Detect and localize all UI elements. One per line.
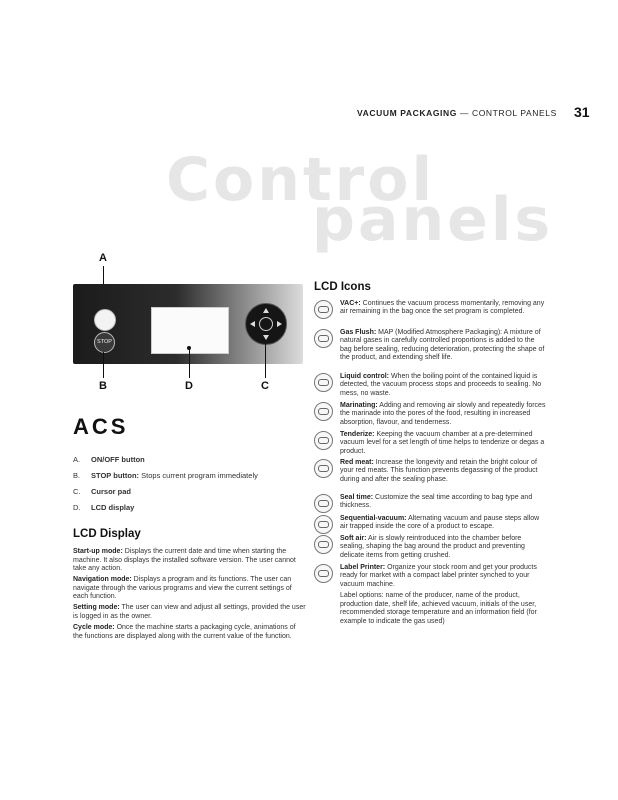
arrow-left-icon xyxy=(250,321,255,327)
marinating-icon xyxy=(314,402,333,421)
label-printer-icon xyxy=(314,564,333,583)
leader-line-d xyxy=(189,348,190,378)
gas-flush-icon xyxy=(314,329,333,348)
panel-label-d: D xyxy=(185,380,193,392)
sequential-vacuum-icon xyxy=(314,515,333,534)
paragraph-navigation-mode: Navigation mode: Displays a program and its functions. The user can navigate through the various programs and view the current settings of each function. xyxy=(73,576,292,601)
paragraph-setting-mode: Setting mode: The user can view and adjust all settings, provided the user is logged in as the owner. xyxy=(73,604,306,620)
header-section-bold: VACUUM PACKAGING xyxy=(357,108,457,118)
leader-line-c xyxy=(265,344,266,378)
header-section-rest: — CONTROL PANELS xyxy=(456,108,557,118)
legend-item-d: D. LCD display xyxy=(73,503,135,512)
paragraph-cycle-mode: Cycle mode: Once the machine starts a packaging cycle, animations of the functions are displayed along with the current value of the function. xyxy=(73,624,296,640)
arrow-up-icon xyxy=(263,308,269,313)
leader-line-b xyxy=(103,352,104,378)
tenderize-icon xyxy=(314,431,333,450)
paragraph-startup-mode: Start-up mode: Displays the current date and time when starting the machine. It also displays the installed software version. The user cannot take any action. xyxy=(73,548,296,573)
panel-label-c: C xyxy=(261,380,269,392)
arrow-down-icon xyxy=(263,335,269,340)
lcd-display-heading: LCD Display xyxy=(73,528,141,540)
seal-time-icon xyxy=(314,494,333,513)
panel-label-b: B xyxy=(99,380,107,392)
background-title-line1: Control xyxy=(166,145,436,215)
liquid-control-icon xyxy=(314,373,333,392)
enter-icon xyxy=(259,317,273,331)
onoff-button-illustration xyxy=(94,309,116,331)
legend-item-a: A. ON/OFF button xyxy=(73,455,145,464)
acs-title: ACS xyxy=(73,414,129,439)
page-number: 31 xyxy=(574,104,590,120)
cursor-pad-illustration xyxy=(245,303,287,345)
label-options-paragraph: Label options: name of the producer, name of the product, production date, shelf life, achieved vacuum, initials of the user, recommended storage temperature and an information field (for example to indicate the gas used) xyxy=(340,592,537,625)
stop-button-illustration: STOP xyxy=(94,332,115,353)
vac-plus-icon xyxy=(314,300,333,319)
background-title-line2: panels xyxy=(312,185,554,255)
legend-item-c: C. Cursor pad xyxy=(73,487,132,496)
soft-air-icon xyxy=(314,535,333,554)
lcd-icons-heading: LCD Icons xyxy=(314,281,371,293)
legend-item-b: B. STOP button: Stops current program immediately xyxy=(73,471,258,480)
red-meat-icon xyxy=(314,459,333,478)
arrow-right-icon xyxy=(277,321,282,327)
panel-label-a: A xyxy=(99,252,107,264)
running-header xyxy=(357,108,557,118)
